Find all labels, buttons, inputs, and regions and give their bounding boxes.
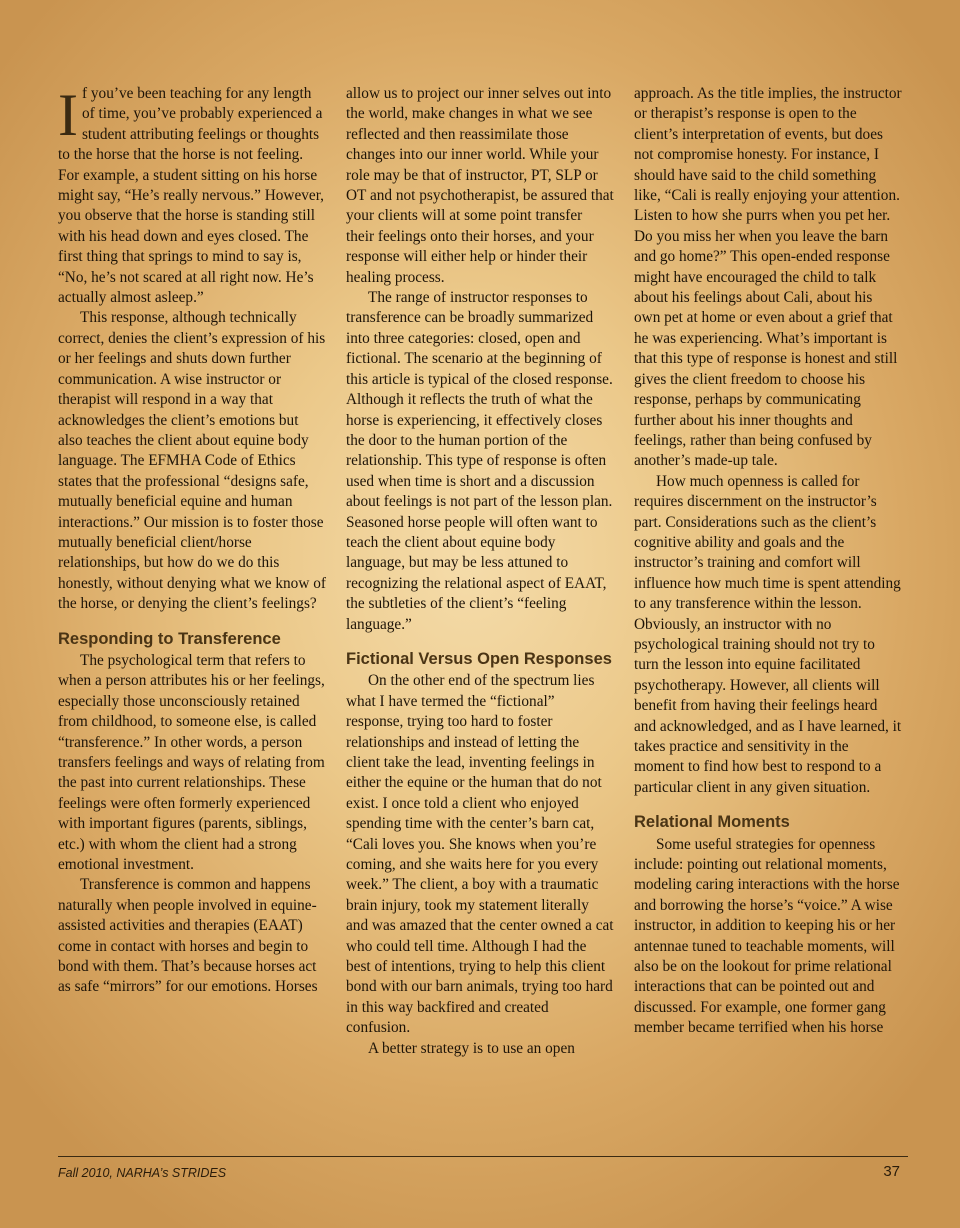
footer-publication: Fall 2010, NARHA’s STRIDES bbox=[58, 1166, 227, 1180]
column-3 bbox=[634, 84, 902, 1150]
drop-cap: I bbox=[58, 84, 78, 148]
paragraph: How much openness is called for requires discernment on the instructor’s part. Considerations such as the client’s cognitive ability and goals and the instructor’s training and comfort will influence how much time is spent attending to any transference within the lesson. Obviously, an instructor with no psychological training should not try to turn the lesson into equine facilitated psychotherapy. However, all clients will benefit from having their feelings heard and acknowledged, and as I have learned, it takes practice and sensitivity in the moment to find how best to respond to a particular client in any given situation. bbox=[634, 472, 902, 796]
paragraph: allow us to project our inner selves out into the world, make changes in what we see reflected and then reassimilate those changes into our inner world. While your role may be that of instructor, PT, SLP or OT and not psychotherapist, be assured that your clients will at some point transfer their feelings onto their horses, and your response will either help or hinder their healing process. bbox=[346, 85, 614, 286]
page-number: 37 bbox=[883, 1163, 900, 1180]
paragraph: The psychological term that refers to when a person attributes his or her feelings, especially those unconsciously retained from childhood, to someone else, is called “transference.” In other words, a person transfers feelings and ways of relating from the past into current relationships. These feelings were often formerly experienced with important figures (parents, siblings, etc.) with whom the client had a strong emotional investment. bbox=[58, 651, 325, 874]
article-body bbox=[58, 84, 908, 1150]
paragraph: approach. As the title implies, the instructor or therapist’s response is open to the client’s interpretation of events, but does not compromise honesty. For instance, I should have said to the child something like, “Cali is really enjoying your attention. Listen to how she purrs when you pet her. Do you miss her when you leave the barn and go home?” This open-ended response might have encouraged the child to talk about his feelings about Cali, about his own pet at home or even about a grief that he was experiencing. What’s important is that this type of response is honest and still gives the client freedom to choose his response, perhaps by communicating further about his inner thoughts and feelings, rather than being confused by another’s made-up tale. bbox=[634, 85, 902, 470]
paragraph-text: f you’ve been teaching for any length of time, you’ve probably experienced a student attributing feelings or thoughts to the horse that the horse is not feeling. For example, a student sitting on his horse might say, “He’s really nervous.” However, you observe that the horse is standing still with his head down and eyes closed. The first thing that springs to mind to say is, “No, he’s not scared at all right now. He’s actually almost asleep.” bbox=[58, 85, 325, 307]
paragraph: The range of instructor responses to transference can be broadly summarized into three categories: closed, open and fictional. The scenario at the beginning of this article is typical of the closed response. Although it reflects the truth of what the horse is experiencing, it effectively closes the door to the human portion of the relationship. This type of response is often used when time is short and a discussion about feelings is not part of the lesson plan. Seasoned horse people will often want to teach the client about equine body language, but may be less attuned to recognizing the relational aspect of EAAT, the subtleties of the client’s “feeling language.” bbox=[346, 289, 613, 633]
paragraph: On the other end of the spectrum lies what I have termed the “fictional” response, trying too hard to foster relationships and instead of letting the client take the lead, inventing feelings in either the equine or the human that do not exist. I once told a client who enjoyed spending time with the center’s barn cat, “Cali loves you. She knows when you’re coming, and she waits here for you every week.” The client, a boy with a traumatic brain injury, took my statement literally and was amazed that the center owned a cat who could tell time. Although I had the best of intentions, trying to help this client bond with our barn animals, trying too hard in this way backfired and created confusion. bbox=[346, 672, 614, 1037]
footer-divider bbox=[58, 1156, 908, 1157]
section-heading: Responding to Transference bbox=[58, 629, 281, 648]
paragraph: This response, although technically correct, denies the client’s expression of his or her feelings and shuts down further communication. A wise instructor or therapist will respond in a way that acknowledges the client’s emotions but also teaches the client about equine body language. The EFMHA Code of Ethics states that the professional “designs safe, mutually beneficial equine and human interactions.” Our mission is to foster those mutually beneficial client/horse relationships, but how do we do this honestly, without denying what we know of the horse, or denying the client’s feelings? bbox=[58, 309, 326, 613]
paragraph: Transference is common and happens naturally when people involved in equine-assisted activities and therapies (EAAT) come in contact with horses and begin to bond with them. That’s because horses act as safe “mirrors” for our emotions. Horses bbox=[58, 876, 318, 996]
column-2 bbox=[346, 84, 614, 1150]
section-heading: Relational Moments bbox=[634, 813, 790, 832]
paragraph bbox=[58, 84, 326, 308]
paragraph: A better strategy is to use an open bbox=[368, 1039, 575, 1057]
section-heading: Fictional Versus Open Responses bbox=[346, 649, 612, 668]
paragraph: Some useful strategies for openness include: pointing out relational moments, modeling caring interactions with the horse and borrowing the horse’s “voice.” A wise instructor, in addition to keeping his or her antennae tuned to teachable moments, will also be on the lookout for prime relational interactions that can be pointed out and discussed. For example, one former gang member became terrified when his horse bbox=[634, 835, 900, 1037]
column-1 bbox=[58, 84, 326, 1150]
